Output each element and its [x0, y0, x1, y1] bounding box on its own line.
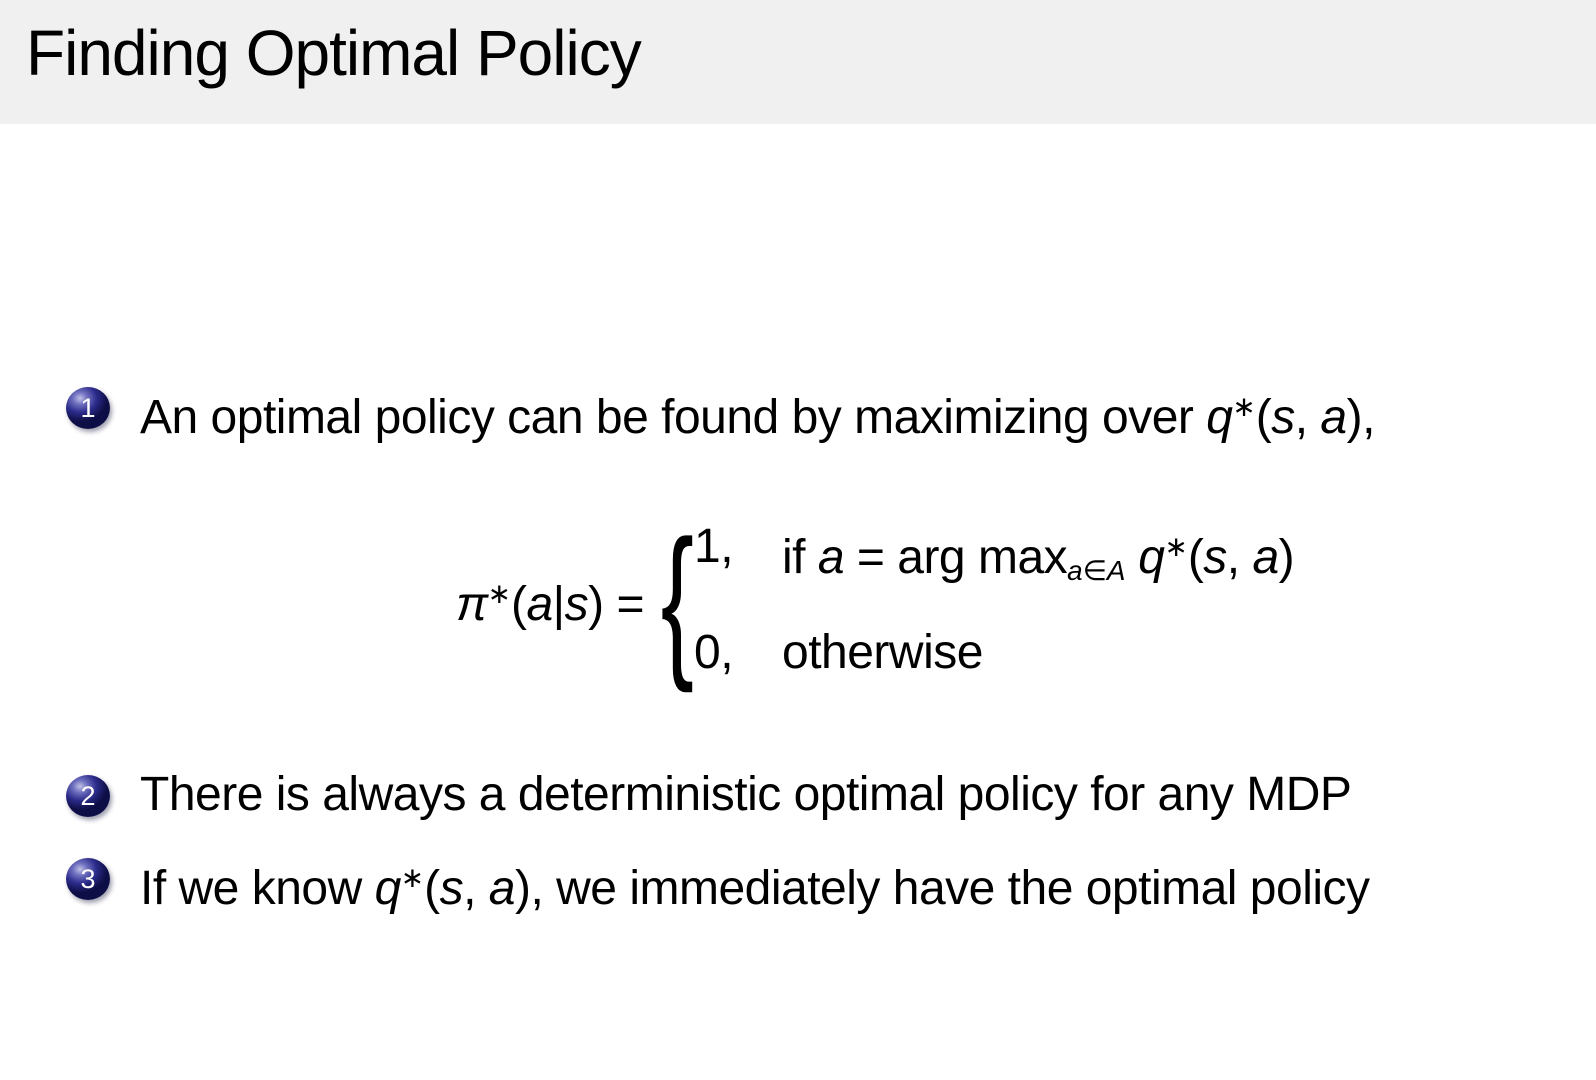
item-badge-number: 2 — [80, 780, 96, 811]
item-number-badge-1 — [66, 387, 110, 429]
list-item-1 — [66, 378, 1375, 447]
item-text-3: If we know q∗(s, a), we immediately have the optimal policy — [140, 862, 1370, 915]
cases-brace-icon: { — [660, 506, 694, 694]
item-number-badge-2 — [66, 775, 110, 817]
slide-header-bar — [0, 0, 1596, 124]
slide-title: Finding Optimal Policy — [26, 17, 641, 89]
item-badge-number: 1 — [80, 392, 96, 423]
case-condition-1: if a = arg maxa$_\in$A q∗(s, a) — [782, 531, 1295, 586]
item-text-2: There is always a deterministic optimal policy for any MDP — [140, 768, 1352, 821]
case-value-2: 0, — [694, 625, 734, 679]
case-value-1: 1, — [694, 520, 734, 573]
policy-equation — [456, 506, 1295, 694]
case-row-2 — [694, 625, 1294, 681]
case-condition-2: otherwise — [782, 625, 983, 679]
item-badge-number: 3 — [80, 863, 96, 894]
case-row-1 — [694, 519, 1294, 599]
list-item-2 — [66, 766, 1351, 824]
list-item-3 — [66, 849, 1370, 918]
equation-cases — [694, 519, 1294, 681]
item-text-1: An optimal policy can be found by maximizing over q∗(s, a), — [140, 391, 1375, 444]
equation-lhs: π∗(a|s) = — [456, 578, 644, 632]
item-number-badge-3 — [66, 858, 110, 900]
